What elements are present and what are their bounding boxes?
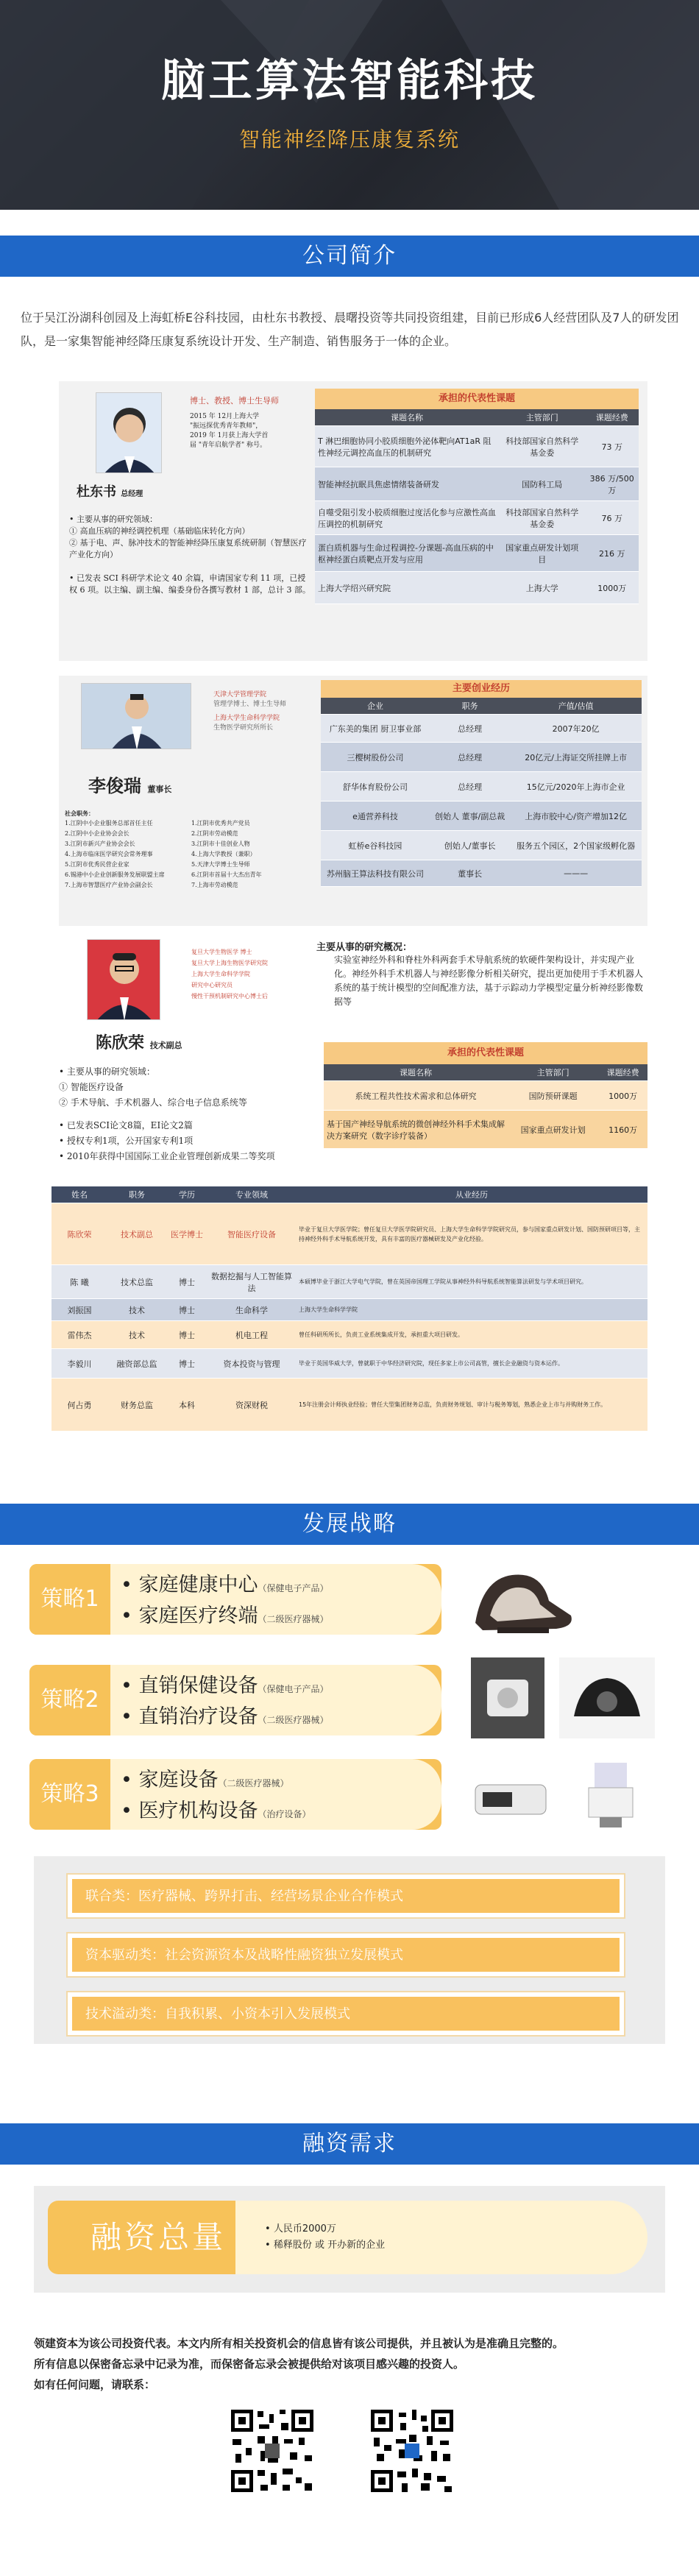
qr-code-2[interactable] <box>368 2407 456 2495</box>
table-row: e通营养科技 创始人 董事/副总裁 上海市胶中心/资产增加12亿 <box>321 802 642 831</box>
person-experience: 社会职务： 1.江阴中小企业服务总部首任主任 2.江阴中小企业协会会长 3.江阴市新兴产业协会会长 4.上海市临床医学研究会常务理事 5.江阴市优秀民营企业家 6.锡港中小企业创新服务发展联盟主席 7.上海市智慧医疗产业协会副会长 <box>65 810 165 888</box>
person-bio: 2015 年 12月上海大学 "振远探优秀青年教师"， 2019 年 1月获上海大学首 届 "青年启航学者" 称号。 <box>190 413 269 449</box>
intro-text: 位于吴江汾湖科创园及上海虹桥E谷科技园，由杜东书教授、晨曙投资等共同投资组建，目前已形成6人经营团队及7人的研发团队，是一家集智能神经降压康复系统设计开发、生产制造、销售服务于一体的企业。 <box>21 311 679 348</box>
page-subtitle: 智能神经降压康复系统 <box>238 127 460 152</box>
massage-chair-image <box>453 1557 586 1641</box>
section-heading-financing: 融资需求 <box>0 2123 699 2165</box>
table-row: 基于国产神经导航系统的微创神经外科手术集成解决方案研究（数字诊疗装备） 国家重点研发计划 1160万 <box>324 1111 647 1149</box>
disclaimer: 领建资本为该公司投资代表。本文内所有相关投资机会的信息皆有该公司提供，并且被认为是准确且完整的。 所有信息以保密备忘录中记录为准，而保密备忘录会被提供给对该项目感兴趣的投资人。 如有任何问题，请联系： <box>34 2337 564 2391</box>
person-role: 董事长 <box>147 785 172 794</box>
business-model-2: 资本驱动类：社会资源资本及战略性融资独立发展模式 <box>66 1932 625 1978</box>
person-honors: 1.江阴市优秀共产党员 2.江阴市劳动模范 3.江阴市十佳创业人物 4.上海大学教授（兼职） 5.天津大学博士生导师 6.江阴市首届十大杰出青年 7.上海市劳动模范 <box>191 820 262 888</box>
table-row: 舒华体育股份公司 总经理 15亿元/2020年上海市企业 <box>321 772 642 802</box>
table-row: 智能神经抗眠具焦虑情绪装备研发 国防科工局 386 万/500万 <box>315 467 639 501</box>
portrait-icon <box>96 393 162 473</box>
table-row: 李毅川 融资部总监 博士 资本投资与管理 毕业于英国华威大学，曾就职于中华经济研究院，现任多家上市公司高管，擅长企业融资与资本运作。 <box>52 1349 647 1379</box>
person-tag: 博士、教授、博士生导师 <box>190 396 279 406</box>
person-research: • 主要从事的研究领域： ① 智能医疗设备 ② 手术导航、手术机器人、综合电子信息系统等 • 已发表SCI论文8篇，EI论文2篇 • 授权专利1项，公开国家专利1项 • 2010年获得中国国际工业企业管理创新成果二等奖项 <box>59 1066 275 1161</box>
device-photo-2 <box>559 1657 655 1738</box>
device-photo-4 <box>567 1755 655 1833</box>
person-role: 总经理 <box>121 490 143 498</box>
person-card-chen <box>59 939 647 1167</box>
table-row: 雷伟杰 技术 博士 机电工程 曾任科研所所长，负责工业系统集成开发，承担重大项目研发。 <box>52 1321 647 1349</box>
qr-code-icon <box>368 2407 456 2495</box>
avatar <box>87 939 160 1020</box>
portrait-icon <box>82 684 191 749</box>
table-row: 陈欣荣 技术副总 医学博士 智能医疗设备 毕业于复旦大学医学院；曾任复旦大学医学院研究员、上海大学生命科学学院研究员，参与国家重点研发计划、国防预研项目等，主持神经外科手术导航系统开发，具有丰富的医疗器械研发及产业化经验。 <box>52 1203 647 1265</box>
device-photo-3 <box>468 1763 553 1833</box>
person-name: 李俊瑞 <box>88 776 141 796</box>
person-research: • 主要从事的研究领域： ① 高血压病的神经调控机理（基础临床转化方向） ② 基于电、声、脉冲技术的智能神经降压康复系统研制（智慧医疗产业化方向） • 已发表 SCI 科研学术论文 40 余篇，申请国家专利 11 项，已授权 6 项。以主编、副主编、编委身份各撰写教材 1 部，总计 3 部。 <box>69 514 311 595</box>
team-table: 姓名 职务 学历 专业领域 从业经历 陈欣荣 技术副总 医学博士 智能医疗设备 毕业于复旦大学医学院；曾任复旦大学医学院研究员、上海大学生命科学学院研究员，参与国家重点研发计划、国防预研项目等，主持神经外科手术导航系统开发，具有丰富的医疗器械研发及产业化经验。 陈 曦 技术总监 博士 数据挖掘与人工智能算法 本硕博毕业于浙江大学电气学院，曾在英国帝国理工学院从事神经外科导航系统智能算法研发与学术项目研究。 刘振国 技术 博士 生命科学 上海大学生命科学学院 雷伟杰 技术 博士 机电工程 曾任科研所所长，负责工业系统集成开发，承担重大项目研发。 李毅川 融资部总监 博士 资本投资与管理 毕业于英国华威大学，曾就职于中华经济研究院，现任多家上市公司高管，擅长企业融资与资本运作。 何占勇 财务总监 本科 资深财税 15年注册会计师执业经验；曾任大型集团财务总监，负责财务规划、审计与税务筹划，熟悉企业上市与并购财务工作。 <box>52 1186 647 1432</box>
person-role: 技术副总 <box>149 1041 182 1050</box>
person-card-du <box>59 381 647 661</box>
table-row: 蛋白质机器与生命过程调控-分课题-高血压病的中枢神经蛋白质靶点开发与应用 国家重点研发计划项目 216 万 <box>315 535 639 572</box>
projects-table-du: 承担的代表性课题 课题名称 主管部门 课题经费 T 淋巴细胞协同小胶质细胞外泌体靶向AT1aR 阻性神经元调控高血压的机制研究 科技部国家自然科学基金委 73 万 智能神经抗眠具焦虑情绪装备研发 国防科工局 386 万/500万 自噬受阻引发小胶质细胞过度活化参与应激性高血压调控的机制研究 科技部国家自然科学基金委 76 万 蛋白质机器与生命过程调控-分课题-高血压病的中枢神经蛋白质靶点开发与应用 国家重点研发计划项目 216 万 上海大学绍兴研究院 上海大学 1000万 <box>315 389 639 604</box>
business-model-1: 联合类：医疗器械、跨界打击、经营场景企业合作模式 <box>66 1873 625 1919</box>
strategy-stage-1: 策略1 • 家庭健康中心（保健电子产品） • 家庭医疗终端（二级医疗器械） <box>29 1564 441 1635</box>
table-row: 广东美的集团 厨卫事业部 总经理 2007年20亿 <box>321 715 642 743</box>
table-row: 三樱树股份公司 总经理 20亿元/上海证交所挂牌上市 <box>321 743 642 772</box>
portrait-icon <box>88 940 160 1020</box>
strategy-stage-2: 策略2 • 直销保健设备（保健电子产品） • 直销治疗设备（二级医疗器械） <box>29 1665 441 1735</box>
section-heading-strategy: 发展战略 <box>0 1504 699 1545</box>
table-row: 陈 曦 技术总监 博士 数据挖掘与人工智能算法 本硕博毕业于浙江大学电气学院，曾在英国帝国理工学院从事神经外科导航系统智能算法研发与学术项目研究。 <box>52 1265 647 1299</box>
table-row: 何占勇 财务总监 本科 资深财税 15年注册会计师执业经验；曾任大型集团财务总监，负责财务规划、审计与税务筹划，熟悉企业上市与并购财务工作。 <box>52 1379 647 1432</box>
projects-table-chen: 承担的代表性课题 课题名称 主管部门 课题经费 系统工程共性技术需求和总体研究 国防预研课题 1000万 基于国产神经导航系统的微创神经外科手术集成解决方案研究（数字诊疗装备） 国家重点研发计划 1160万 <box>324 1042 647 1149</box>
financing-items: • 人民币2000万 • 稀释股份 或 开办新的企业 <box>235 2201 647 2274</box>
table-row: 刘振国 技术 博士 生命科学 上海大学生命科学学院 <box>52 1299 647 1321</box>
qr-code-1[interactable] <box>228 2407 316 2495</box>
section-heading-intro: 公司简介 <box>0 236 699 277</box>
page-title: 脑王算法智能科技 <box>161 55 538 107</box>
avatar <box>81 683 191 749</box>
startup-table: 主要创业经历 企业 职务 产值/估值 广东美的集团 厨卫事业部 总经理 2007年20亿 三樱树股份公司 总经理 20亿元/上海证交所挂牌上市 舒华体育股份公司 总经理 15亿元/2020年上海市企业 e通营养科技 创始人 董事/副总裁 上海市胶中心/资产增加12亿 虹桥e谷科技园 创始人/董事长 服务五个园区，2个国家级孵化器 苏州脑王算法科技有限公司 董事长 ——— <box>321 680 642 887</box>
strategy-stage-3: 策略3 • 家庭设备（二级医疗器械） • 医疗机构设备（治疗设备） <box>29 1759 441 1830</box>
table-row: 自噬受阻引发小胶质细胞过度活化参与应激性高血压调控的机制研究 科技部国家自然科学基金委 76 万 <box>315 501 639 535</box>
research-summary: 主要从事的研究概况： 实验室神经外科和脊柱外科两套手术导航系统的软硬件架构设计，并实现产业化。神经外科手术机器人与神经影像分析相关研究，提出更加使用于手术机器人系统的基于统计模型的空间配准方法，基于示踪动力学模型定量分析神经影像数据等 <box>316 942 644 1007</box>
person-school: 天津大学管理学院 管理学博士、博士生导师 上海大学生命科学学院 生物医学研究所所长 <box>213 691 287 732</box>
table-row: T 淋巴细胞协同小胶质细胞外泌体靶向AT1aR 阻性神经元调控高血压的机制研究 科技部国家自然科学基金委 73 万 <box>315 426 639 467</box>
table-row: 虹桥e谷科技园 创始人/董事长 服务五个园区，2个国家级孵化器 <box>321 831 642 860</box>
avatar <box>96 392 162 473</box>
person-tags: 复旦大学生物医学 博士 复旦大学上海生物医学研究院 上海大学生命科学学院 研究中心研究员 慢性干预机制研究中心博士后 <box>191 949 268 999</box>
financing-label: 融资总量 <box>48 2201 269 2274</box>
qr-code-icon <box>228 2407 316 2495</box>
business-model-3: 技术溢动类：自我积累、小资本引入发展模式 <box>66 1991 625 2037</box>
person-card-li <box>59 676 647 926</box>
person-name: 陈欣荣 <box>96 1034 145 1052</box>
table-row: 系统工程共性技术需求和总体研究 国防预研课题 1000万 <box>324 1081 647 1111</box>
table-row: 苏州脑王算法科技有限公司 董事长 ——— <box>321 860 642 887</box>
header-banner <box>0 0 699 210</box>
device-photo-1 <box>471 1657 544 1738</box>
table-row: 上海大学绍兴研究院 上海大学 1000万 <box>315 572 639 604</box>
person-name: 杜东书 <box>77 484 116 500</box>
